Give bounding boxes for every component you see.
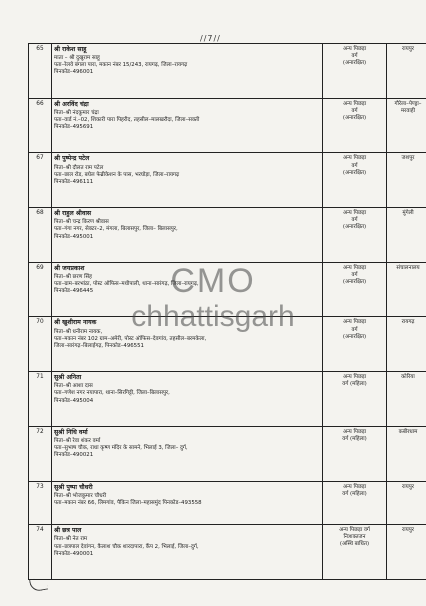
- address-line: पिता–श्री धनीराम नायक,: [54, 328, 103, 335]
- table-row: [29, 481, 426, 525]
- address-line: पिनकोड–496001: [54, 69, 94, 76]
- address-line: पता–ग्राम–बरभांठा, पोस्ट ऑफिस–मधीपाली, थाना–सारंगढ़, जिला–रायगढ़,: [54, 281, 199, 288]
- district-cell: रायपुर: [387, 525, 426, 580]
- category-line: अन्य पिछड़ा: [342, 374, 367, 381]
- address-line: पता–गंगा नगर, सेक्टर–2, मंगला, बिलासपुर, जिला– बिलासपुर,: [54, 226, 178, 233]
- candidate-name: सुश्री अनिता: [54, 374, 82, 382]
- district-cell: जशपुर: [387, 153, 426, 208]
- category-line: अन्य पिछड़ा: [342, 264, 367, 271]
- address-line: पिता–श्री दौलत राम पटेल: [54, 164, 104, 171]
- address-line: पता–वार्ड नं.–02, शिकारी पारा पिहरीद, तहसील–मालखरौदा, जिला–सक्ती: [54, 117, 200, 123]
- category-line: (अनारक्षित): [342, 224, 367, 231]
- category-line: वर्ग: [351, 162, 358, 169]
- address-line: पता–छाल रोड, बघेल फेब्रीकेशन के पास, भरघोड़ा, जिला–रायगढ़: [54, 171, 180, 178]
- table-row: [29, 98, 426, 153]
- address-line: माता – श्री दुखुराम साहू: [54, 55, 100, 62]
- address-line: पता–गणेश नगर नयापारा, थाना–सिरगिट्टी, जिला–बिलासपुर,: [54, 390, 170, 397]
- category-line: वर्ग (महिला): [342, 490, 367, 497]
- address-line: पता–छत्रपाल देवांगन, कैलाश चौक शारदापारा, कैंप 2, भिलाई, जिला–दुर्ग,: [54, 543, 199, 550]
- category-cell: [323, 372, 387, 427]
- category-line: वर्ग (महिला): [342, 435, 367, 442]
- category-cell: [323, 481, 387, 525]
- table-row: [29, 426, 426, 481]
- category-cell: [323, 44, 387, 99]
- table-row: [29, 317, 426, 372]
- address-line: पिनकोड–490021: [54, 452, 94, 459]
- candidate-details: [52, 98, 323, 153]
- address-line: पता–मकान नंबर 102 ग्राम–अमेरी, पोस्ट ऑफिस–देवगांव, तहसील–बरमकेला,: [54, 335, 207, 342]
- watermark-chhattisgarh: chhattisgarh: [131, 300, 295, 333]
- candidate-details: [52, 153, 323, 208]
- handwritten-mark: [29, 577, 48, 593]
- candidate-details: [52, 317, 323, 372]
- candidate-name: श्री अरविंद चंद्रा: [54, 100, 89, 108]
- district-cell: संचालनालय: [387, 262, 426, 317]
- category-line: अन्य पिछड़ा: [342, 483, 367, 490]
- watermark-cmo: CMO: [170, 262, 256, 300]
- candidate-name: श्री जयप्रकाश: [54, 264, 85, 272]
- category-cell: [323, 525, 387, 580]
- district-cell: कबीरधाम: [387, 426, 426, 481]
- candidate-name: श्री खुशीराम नायक: [54, 319, 97, 327]
- address-line: पिता–श्री छरण सिंह: [54, 273, 93, 280]
- category-line: (अनारक्षित): [342, 60, 367, 67]
- address-line: पिता–श्री रेवा शंकर वर्मा: [54, 438, 101, 444]
- address-line: पिता–श्री आशा दास: [54, 383, 93, 390]
- address-line: पिनकोड–495001: [54, 233, 94, 240]
- candidate-table: [28, 43, 426, 580]
- table-row: [29, 44, 426, 99]
- category-line: अन्य पिछड़ा वर्ग: [339, 527, 370, 534]
- candidate-name: श्री राकेश साहू: [54, 46, 87, 53]
- table-row: [29, 262, 426, 317]
- serial-number: 70: [29, 317, 52, 372]
- address-line: पता–रेलवे बंगला पारा, मकान नंबर 15/243, रायगढ़, जिला–रायगढ़: [54, 62, 188, 69]
- category-cell: [323, 153, 387, 208]
- candidate-name: सुश्री पुष्पा चौधरी: [54, 483, 93, 491]
- category-line: वर्ग: [351, 53, 358, 60]
- category-cell: [323, 317, 387, 372]
- category-line: वर्ग: [351, 107, 358, 114]
- category-cell: [323, 98, 387, 153]
- candidate-name: श्री पुष्पेन्द्र पटेल: [54, 155, 90, 163]
- category-line: निःशक्तजन: [343, 534, 366, 541]
- address-line: पिनकोड–495004: [54, 397, 94, 404]
- district-cell: मुंगेली: [387, 208, 426, 263]
- category-cell: [323, 262, 387, 317]
- address-line: पिता–श्री भोजकुमार चौधरी: [54, 492, 107, 499]
- address-line: पिनकोड–495691: [54, 124, 94, 131]
- serial-number: 68: [29, 208, 52, 263]
- district-cell: कोरिया: [387, 372, 426, 427]
- serial-number: 69: [29, 262, 52, 317]
- serial-number: 73: [29, 481, 52, 525]
- address-line: पता–मकान नंबर 66, लिमगांव, पैकिन जिला–महासमुंद पिनकोड–493558: [54, 499, 202, 506]
- candidate-details: [52, 372, 323, 427]
- category-line: (अनारक्षित): [342, 279, 367, 285]
- candidate-name: श्री राहुल श्रीवास: [54, 210, 92, 218]
- serial-number: 67: [29, 153, 52, 208]
- category-line: वर्ग: [351, 271, 358, 278]
- address-line: पिता–श्री चन्द्र किरण श्रीवास: [54, 219, 109, 226]
- address-line: पिनकोड–496445: [54, 288, 94, 295]
- serial-number: 72: [29, 426, 52, 481]
- category-line: (अनारक्षित): [342, 333, 367, 340]
- category-cell: [323, 208, 387, 263]
- table-row: [29, 208, 426, 263]
- category-cell: [323, 426, 387, 481]
- candidate-name: सुश्री निधि वर्मा: [54, 428, 88, 436]
- serial-number: 65: [29, 44, 52, 99]
- district-cell: रायगढ़: [387, 317, 426, 372]
- candidate-name: श्री छत्र पाल: [54, 527, 82, 535]
- category-line: (अनारक्षित): [342, 114, 367, 121]
- category-line: अन्य पिछड़ा: [342, 46, 367, 52]
- category-line: (अनारक्षित): [342, 169, 367, 176]
- district-cell: रायपुर: [387, 44, 426, 99]
- district-cell: गौरेला–पेण्ड्रा–मरवाही: [387, 98, 426, 153]
- candidate-details: [52, 208, 323, 263]
- page-number: //7//: [200, 34, 221, 43]
- serial-number: 74: [29, 525, 52, 580]
- candidate-details: [52, 262, 323, 317]
- address-line: पता–सुभाष चौक, राधा कृष्ण मंदिर के सामने, भिलाई 3, जिला– दुर्ग,: [54, 445, 188, 452]
- candidate-details: [52, 481, 323, 525]
- table-row: [29, 153, 426, 208]
- address-line: पिनकोड–490001: [54, 550, 94, 557]
- serial-number: 66: [29, 98, 52, 153]
- serial-number: 71: [29, 372, 52, 427]
- category-line: (अस्थि बाधित): [339, 541, 370, 548]
- table-row: [29, 372, 426, 427]
- address-line: जिला–सारंगढ़–बिलाईगढ़, पिनकोड–496551: [54, 342, 144, 349]
- category-line: अन्य पिछड़ा: [342, 319, 367, 326]
- category-line: अन्य पिछड़ा: [342, 155, 367, 162]
- category-line: अन्य पिछड़ा: [342, 210, 367, 217]
- candidate-details: [52, 44, 323, 99]
- table-row: [29, 525, 426, 580]
- category-line: वर्ग: [351, 326, 358, 333]
- category-line: वर्ग (महिला): [342, 381, 367, 388]
- category-line: वर्ग: [351, 217, 358, 224]
- candidate-details: [52, 525, 323, 580]
- address-line: पिता–श्री नंदकुमार चंद्रा: [54, 109, 99, 116]
- category-line: अन्य पिछड़ा: [342, 428, 367, 435]
- category-line: अन्य पिछड़ा: [342, 100, 367, 107]
- address-line: पिता–श्री नेत राम: [54, 536, 88, 543]
- district-cell: रायपुर: [387, 481, 426, 525]
- candidate-details: [52, 426, 323, 481]
- address-line: पिनकोड–496111: [54, 178, 94, 185]
